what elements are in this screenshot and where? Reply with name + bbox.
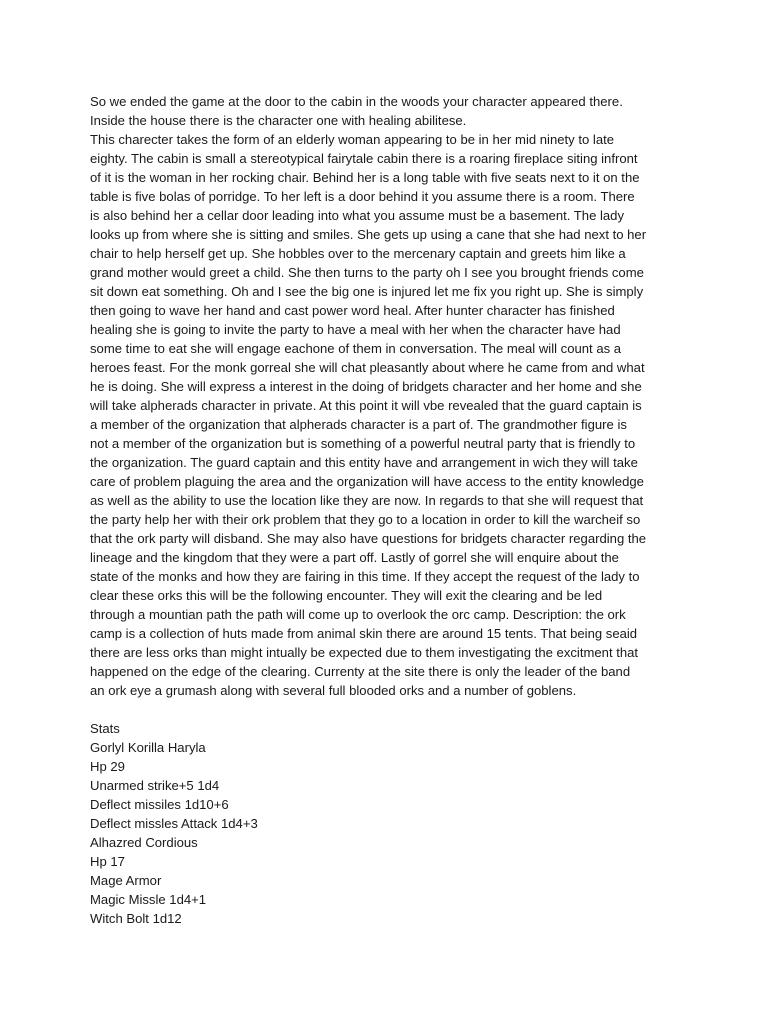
text-line: as well as the ability to use the location like they are now. In regards to that she will request that xyxy=(90,493,644,508)
text-line: not a member of the organization but is something of a powerful neutral party that is friendly to xyxy=(90,436,636,451)
intro-paragraph xyxy=(90,92,690,130)
stat-line: Deflect missiles 1d10+6 xyxy=(90,797,229,812)
text-line: looks up from where she is sitting and smiles. She gets up using a cane that she had next to her xyxy=(90,227,647,242)
text-line: state of the monks and how they are fairing in this time. If they accept the request of the lady to xyxy=(90,569,640,584)
text-line: some time to eat she will engage eachone of them in conversation. The meal will count as a xyxy=(90,341,622,356)
stat-line: Deflect missles Attack 1d4+3 xyxy=(90,816,258,831)
document-body xyxy=(90,92,690,928)
main-paragraph xyxy=(90,130,690,700)
text-line: sit down eat something. Oh and I see the big one is injured let me fix you right up. She is simply xyxy=(90,284,644,299)
text-line: So we ended the game at the door to the cabin in the woods your character appeared there. xyxy=(90,94,623,109)
text-line: happened on the edge of the clearing. Currenty at the site there is only the leader of the band xyxy=(90,664,631,679)
text-line: an ork eye a grumash along with several full blooded orks and a number of goblens. xyxy=(90,683,577,698)
text-line: Inside the house there is the character one with healing abilitese. xyxy=(90,113,467,128)
text-line: clear these orks this will be the following encounter. They will exit the clearing and be led xyxy=(90,588,603,603)
text-line: that the ork party will disband. She may also have questions for bridgets character regarding the xyxy=(90,531,647,546)
text-line: heroes feast. For the monk gorreal she will chat pleasantly about where he came from and what xyxy=(90,360,645,375)
stat-line: Hp 17 xyxy=(90,854,125,869)
paragraph-spacer xyxy=(90,700,690,719)
stat-line: Mage Armor xyxy=(90,873,162,888)
stat-line: Witch Bolt 1d12 xyxy=(90,911,182,926)
text-line: will take alpherads character in private. At this point it will vbe revealed that the guard captain is xyxy=(90,398,642,413)
text-line: care of problem plaguing the area and the organization will have access to the entity knowledge xyxy=(90,474,644,489)
text-line: table is five bolas of porridge. To her left is a door behind it you assume there is a room. There xyxy=(90,189,635,204)
stats-heading: Stats xyxy=(90,721,120,736)
stat-line: Hp 29 xyxy=(90,759,125,774)
text-line: the organization. The guard captain and this entity have and arrangement in wich they will take xyxy=(90,455,638,470)
stat-line: Magic Missle 1d4+1 xyxy=(90,892,207,907)
text-line: chair to help herself get up. She hobbles over to the mercenary captain and greets him like a xyxy=(90,246,626,261)
text-line: through a mountian path the path will come up to overlook the orc camp. Description: the ork xyxy=(90,607,626,622)
text-line: is also behind her a cellar door leading into what you assume must be a basement. The lady xyxy=(90,208,625,223)
stat-line: Gorlyl Korilla Haryla xyxy=(90,740,206,755)
text-line: of it is the woman in her rocking chair. Behind her is a long table with five seats next to it on the xyxy=(90,170,640,185)
text-line: he is doing. She will express a interest in the doing of bridgets character and her home and she xyxy=(90,379,642,394)
text-line: then going to wave her hand and cast power word heal. After hunter character has finished xyxy=(90,303,615,318)
text-line: eighty. The cabin is small a stereotypical fairytale cabin there is a roaring fireplace siting infront xyxy=(90,151,638,166)
text-line: grand mother would greet a child. She then turns to the party oh I see you brought friends come xyxy=(90,265,644,280)
text-line: camp is a collection of huts made from animal skin there are around 15 tents. That being seaid xyxy=(90,626,638,641)
text-line: lineage and the kingdom that they were a part off. Lastly of gorrel she will enquire about the xyxy=(90,550,619,565)
stat-line: Alhazred Cordious xyxy=(90,835,198,850)
stats-section xyxy=(90,719,690,928)
text-line: This charecter takes the form of an elderly woman appearing to be in her mid ninety to late xyxy=(90,132,615,147)
stat-line: Unarmed strike+5 1d4 xyxy=(90,778,220,793)
text-line: there are less orks than might intually be expected due to them investigating the excitment that xyxy=(90,645,639,660)
text-line: a member of the organization that alpherads character is a part of. The grandmother figure is xyxy=(90,417,627,432)
text-line: the party help her with their ork problem that they go to a location in order to kill the warcheif so xyxy=(90,512,641,527)
text-line: healing she is going to invite the party to have a meal with her when the character have had xyxy=(90,322,621,337)
